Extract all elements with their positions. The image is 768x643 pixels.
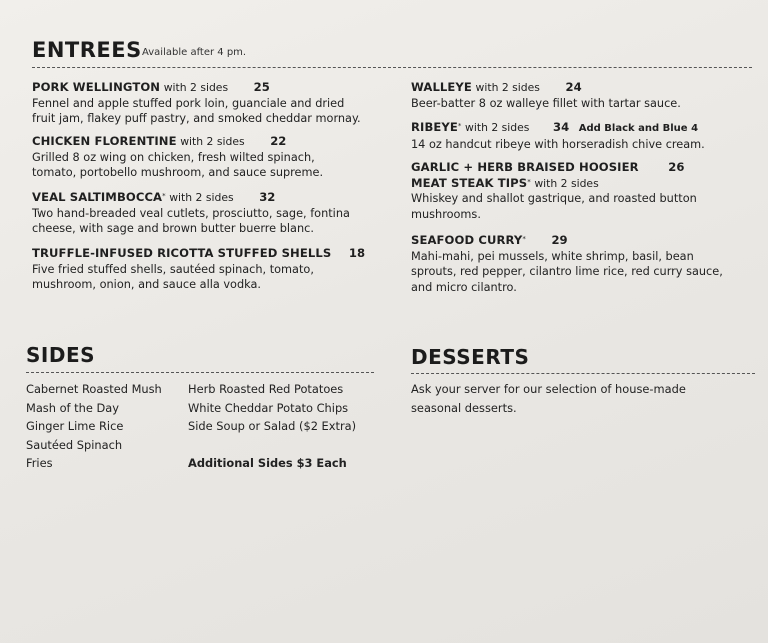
- item-desc-line: Two hand-breaded veal cutlets, prosciutto, sage, fontina: [32, 206, 350, 220]
- item-desc-line: Beer-batter 8 oz walleye fillet with tartar sauce.: [411, 96, 681, 110]
- entrees-title: ENTREES: [32, 38, 142, 62]
- side-item: Fries: [26, 456, 53, 471]
- sides-divider: [26, 372, 374, 373]
- item-price: 18: [348, 246, 366, 260]
- item-name-line2: MEAT STEAK TIPS: [411, 175, 528, 190]
- item-desc-line: Grilled 8 oz wing on chicken, fresh wilted spinach,: [32, 150, 315, 164]
- item-name: CHICKEN FLORENTINE: [32, 134, 177, 148]
- entrees-availability-note: Available after 4 pm.: [142, 47, 247, 58]
- item-desc-line: Mahi-mahi, pei mussels, white shrimp, basil, bean: [411, 249, 694, 263]
- item-desc-line: 14 oz handcut ribeye with horseradish chive cream.: [411, 137, 705, 151]
- menu-item-chicken-florentine: [32, 134, 392, 181]
- item-desc-line: cheese, with sage and brown butter buerre blanc.: [32, 222, 314, 236]
- side-item: Sautéed Spinach: [26, 437, 123, 452]
- item-sides: with 2 sides: [163, 81, 229, 94]
- item-desc-line: tomato, portobello mushroom, and sauce supreme.: [32, 166, 324, 180]
- item-name: WALLEYE: [411, 80, 472, 94]
- item-price: 22: [270, 134, 287, 148]
- menu-item-seafood-curry: [411, 233, 756, 295]
- item-desc-line: mushrooms.: [411, 207, 481, 221]
- side-item: Side Soup or Salad ($2 Extra): [188, 419, 357, 434]
- item-sides: with 2 sides: [534, 176, 599, 190]
- item-name: TRUFFLE-INFUSED RICOTTA STUFFED SHELLS: [32, 246, 332, 260]
- item-desc-line: Five fried stuffed shells, sautéed spinach, tomato,: [32, 262, 314, 276]
- item-sides: with 2 sides: [475, 81, 540, 94]
- item-mark: *: [457, 122, 462, 130]
- item-name: PORK WELLINGTON: [32, 80, 161, 94]
- dessert-desc-line: Ask your server for our selection of house-made: [411, 382, 686, 396]
- item-price: 32: [259, 190, 276, 204]
- menu-item-ribeye: [411, 120, 756, 152]
- menu-item-truffle-shells: [32, 246, 402, 293]
- item-price: 29: [551, 233, 568, 247]
- item-mark: *: [527, 177, 531, 186]
- sides-title: SIDES: [26, 343, 96, 367]
- desserts-title: DESSERTS: [411, 345, 530, 369]
- item-price: 26: [668, 160, 685, 174]
- item-mark: *: [522, 235, 526, 243]
- item-sides: with 2 sides: [465, 121, 530, 134]
- side-item: Herb Roasted Red Potatoes: [188, 382, 344, 396]
- sides-column-2: [188, 380, 356, 473]
- item-name: SEAFOOD CURRY: [411, 233, 523, 247]
- item-desc-line: Whiskey and shallot gastrique, and roasted button: [411, 192, 697, 206]
- menu-item-hoosier-steak-tips: [411, 160, 756, 222]
- menu-item-pork-wellington: [32, 80, 392, 127]
- spacer: [188, 436, 356, 455]
- menu-item-veal-saltimbocca: [32, 190, 392, 237]
- side-item: Cabernet Roasted Mush: [26, 382, 162, 396]
- desserts-description: [411, 380, 686, 417]
- additional-sides-note: Additional Sides $3 Each: [188, 456, 347, 471]
- desserts-divider: [411, 373, 755, 374]
- menu-item-walleye: [411, 80, 756, 111]
- item-price: 24: [565, 80, 582, 94]
- item-price: 34: [553, 120, 570, 134]
- item-name: VEAL SALTIMBOCCA: [32, 190, 163, 204]
- item-sides: with 2 sides: [169, 191, 234, 204]
- side-item: Ginger Lime Rice: [26, 419, 124, 434]
- item-sides: with 2 sides: [180, 135, 245, 148]
- item-desc-line: sprouts, red pepper, cilantro lime rice, red curry sauce,: [411, 265, 723, 279]
- item-price: 25: [253, 80, 270, 94]
- item-desc-line: mushroom, onion, and sauce alla vodka.: [32, 278, 261, 292]
- item-desc-line: fruit jam, flakey puff pastry, and smoked cheddar mornay.: [32, 112, 361, 126]
- item-name: GARLIC + HERB BRAISED HOOSIER: [411, 160, 639, 174]
- side-item: Mash of the Day: [26, 400, 119, 415]
- item-name: RIBEYE: [411, 120, 458, 134]
- dessert-desc-line: seasonal desserts.: [411, 400, 517, 415]
- item-mark: *: [162, 192, 166, 200]
- item-extra: Add Black and Blue 4: [578, 123, 699, 134]
- side-item: White Cheddar Potato Chips: [188, 400, 349, 415]
- item-desc-line: and micro cilantro.: [411, 280, 517, 294]
- sides-column-1: [26, 380, 162, 473]
- item-desc-line: Fennel and apple stuffed pork loin, guanciale and dried: [32, 96, 345, 110]
- entrees-divider: [32, 67, 752, 68]
